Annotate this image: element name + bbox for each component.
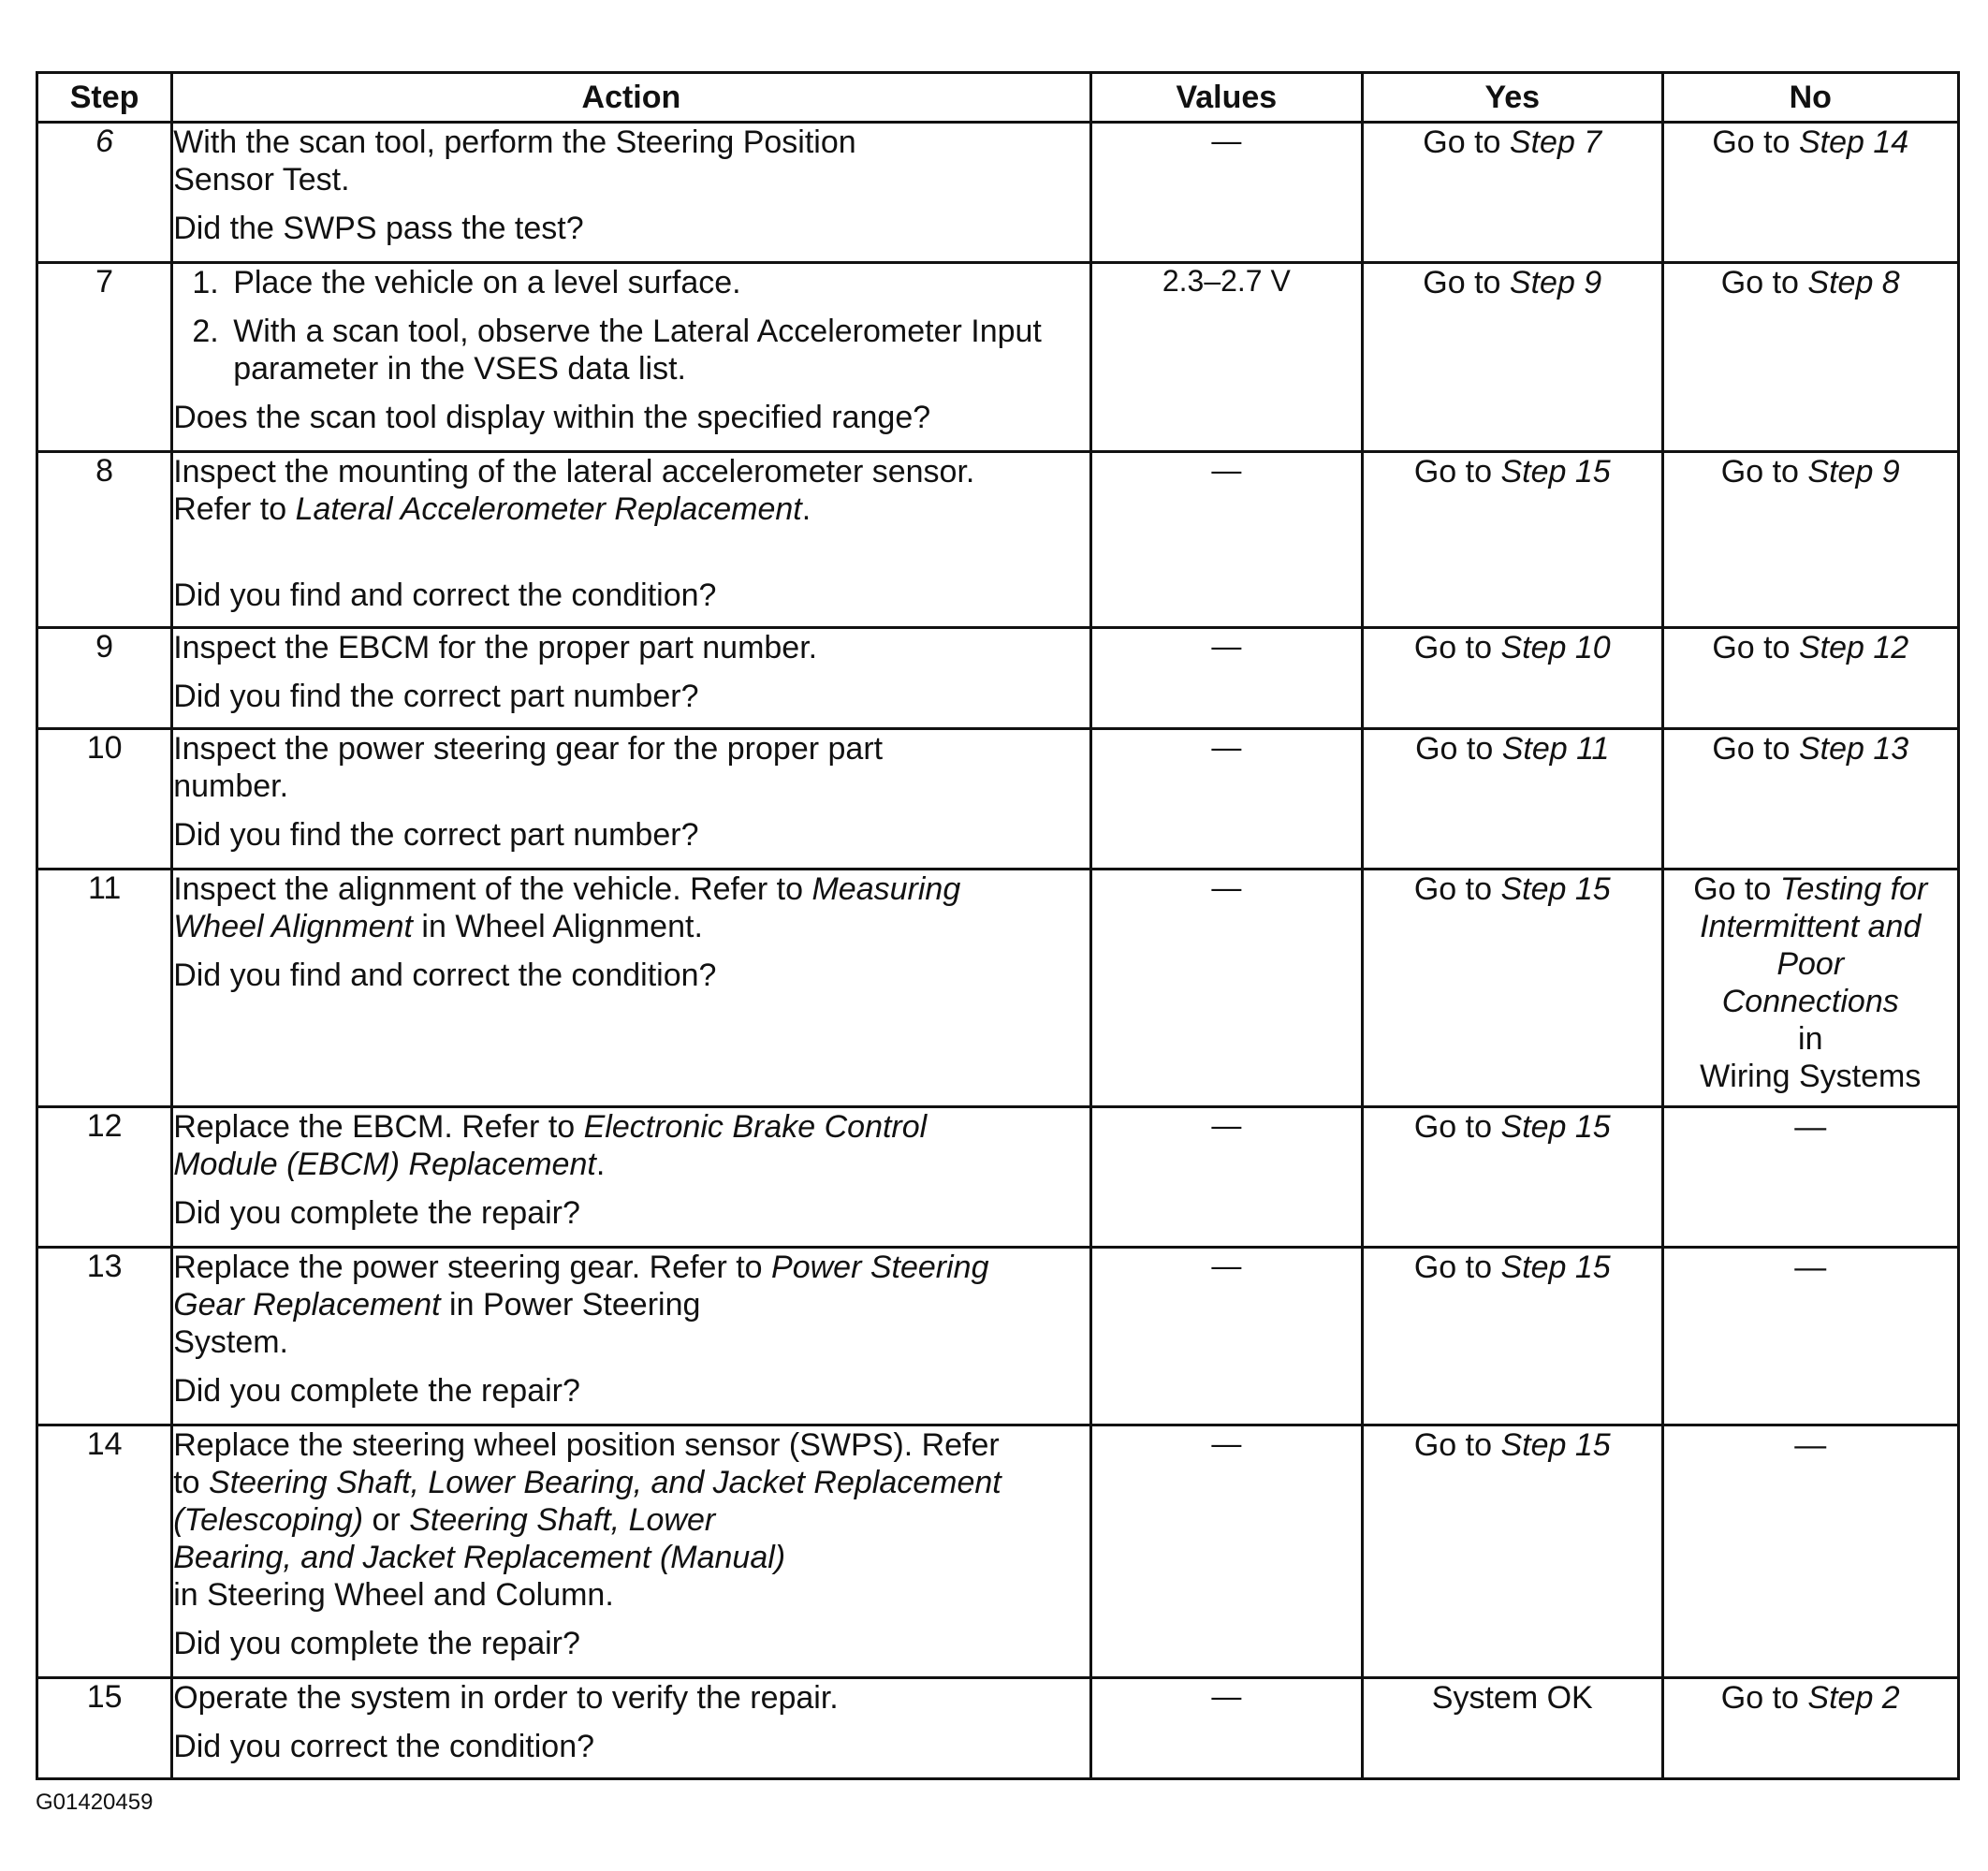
header-values: Values — [1090, 73, 1362, 123]
action-cell — [172, 1425, 1090, 1678]
go-to-text: Go to — [1423, 124, 1501, 160]
go-to-text: Go to — [1413, 630, 1493, 665]
yes-cell — [1363, 123, 1662, 263]
action-text: Wheel Alignment in Wheel Alignment. — [173, 909, 703, 944]
no-cell: — — [1662, 1425, 1959, 1678]
reference-link[interactable]: Lateral Accelerometer Replacement — [295, 491, 802, 527]
value-cell: — — [1090, 729, 1362, 870]
step-link[interactable]: Step 15 — [1500, 1109, 1611, 1145]
step-number: 14 — [37, 1425, 172, 1678]
no-cell — [1662, 123, 1959, 263]
step-number: 11 — [37, 870, 172, 1107]
action-question: Did you complete the repair? — [173, 1195, 580, 1231]
action-text: Operate the system in order to verify the repair. — [173, 1680, 839, 1716]
system-name: Wiring Systems — [1700, 1059, 1922, 1094]
no-in-text: in — [1798, 1021, 1823, 1057]
action-cell — [172, 628, 1090, 729]
step-link[interactable]: Step 9 — [1807, 454, 1900, 490]
table-row — [37, 1678, 1959, 1779]
header-no: No — [1662, 73, 1959, 123]
action-text: Inspect the alignment of the vehicle. Refer to Measuring — [173, 871, 961, 907]
action-text: Inspect the mounting of the lateral accelerometer sensor. — [173, 454, 975, 490]
step-number: 10 — [37, 729, 172, 870]
action-text: to Steering Shaft, Lower Bearing, and Jacket Replacement — [173, 1465, 1001, 1500]
go-to-text: Go to — [1413, 454, 1493, 490]
value-cell: — — [1090, 1678, 1362, 1779]
action-text: Module (EBCM) Replacement. — [173, 1147, 606, 1182]
action-question: Did you complete the repair? — [173, 1626, 580, 1661]
header-row — [37, 73, 1959, 123]
step-number: 15 — [37, 1678, 172, 1779]
no-cell — [1662, 729, 1959, 870]
yes-cell — [1363, 870, 1662, 1107]
go-to-text: Go to — [1712, 630, 1791, 665]
yes-cell — [1363, 1425, 1662, 1678]
no-cell — [1662, 1678, 1959, 1779]
go-to-text: Go to — [1415, 731, 1494, 767]
action-cell — [172, 1107, 1090, 1248]
reference-link[interactable]: Power Steering — [771, 1250, 989, 1285]
action-cell — [172, 1248, 1090, 1425]
reference-link[interactable]: Steering Shaft, Lower — [409, 1502, 716, 1538]
yes-cell — [1363, 263, 1662, 452]
value-cell: — — [1090, 123, 1362, 263]
value-cell: — — [1090, 452, 1362, 628]
step-link[interactable]: Step 10 — [1500, 630, 1611, 665]
action-text: in Steering Wheel and Column. — [173, 1577, 614, 1613]
figure-id: G01420459 — [36, 1790, 153, 1815]
step-number: 6 — [37, 123, 172, 263]
step-link[interactable]: Step 15 — [1500, 871, 1611, 907]
action-cell — [172, 870, 1090, 1107]
step-link[interactable]: Step 12 — [1798, 630, 1909, 665]
action-text: Inspect the power steering gear for the proper part — [173, 731, 884, 767]
reference-link[interactable]: Electronic Brake Control — [583, 1109, 928, 1145]
value-cell: — — [1090, 1425, 1362, 1678]
action-text: Gear Replacement in Power Steering — [173, 1287, 701, 1323]
table-row — [37, 123, 1959, 263]
step-link[interactable]: Step 7 — [1509, 124, 1602, 160]
go-to-text: Go to — [1413, 1427, 1493, 1463]
step-link[interactable]: Step 15 — [1500, 1250, 1611, 1285]
table-row — [37, 729, 1959, 870]
action-cell — [172, 263, 1090, 452]
reference-link[interactable]: (Telescoping) — [173, 1502, 364, 1538]
step-link[interactable]: Step 11 — [1501, 731, 1610, 767]
yes-cell — [1363, 729, 1662, 870]
go-to-text: Go to — [1413, 871, 1493, 907]
yes-cell — [1363, 1248, 1662, 1425]
go-to-text: Go to — [1693, 871, 1772, 907]
step-link[interactable]: Step 9 — [1509, 265, 1602, 300]
reference-link[interactable]: Poor — [1776, 946, 1845, 982]
action-text: System. — [173, 1324, 289, 1360]
no-cell — [1662, 628, 1959, 729]
reference-link[interactable]: Measuring — [811, 871, 961, 907]
value-cell: — — [1090, 870, 1362, 1107]
go-to-text: Go to — [1720, 454, 1799, 490]
yes-cell: System OK — [1363, 1678, 1662, 1779]
step-link[interactable]: Step 8 — [1807, 265, 1900, 300]
step-number: 7 — [37, 263, 172, 452]
reference-link[interactable]: Testing for — [1779, 871, 1928, 907]
no-cell — [1662, 452, 1959, 628]
reference-link[interactable]: Connections — [1721, 984, 1899, 1019]
no-cell: — — [1662, 1248, 1959, 1425]
header-action: Action — [172, 73, 1090, 123]
yes-cell — [1363, 628, 1662, 729]
action-text: Replace the steering wheel position sensor (SWPS). Refer — [173, 1427, 1000, 1463]
header-step: Step — [37, 73, 172, 123]
go-to-text: Go to — [1720, 265, 1799, 300]
value-cell: — — [1090, 1107, 1362, 1248]
go-to-text: Go to — [1712, 731, 1791, 767]
action-cell — [172, 123, 1090, 263]
go-to-text: Go to — [1413, 1109, 1493, 1145]
action-question: Did you find and correct the condition? — [173, 577, 717, 613]
reference-link[interactable]: Steering Shaft, Lower Bearing, and Jacket Replacement — [209, 1465, 1001, 1500]
action-text: Sensor Test. — [173, 162, 350, 197]
action-question: Did you complete the repair? — [173, 1373, 580, 1409]
reference-link[interactable]: Intermittent and — [1700, 909, 1922, 944]
value-cell: — — [1090, 1248, 1362, 1425]
step-link[interactable]: Step 14 — [1798, 124, 1909, 160]
yes-cell — [1363, 1107, 1662, 1248]
action-text: (Telescoping) or Steering Shaft, Lower — [173, 1502, 716, 1538]
header-yes: Yes — [1363, 73, 1662, 123]
table-row — [37, 1107, 1959, 1248]
step-link[interactable]: Step 13 — [1798, 731, 1909, 767]
action-question: Does the scan tool display within the specified range? — [173, 400, 931, 435]
go-to-text: Go to — [1423, 265, 1501, 300]
list-item: 2. With a scan tool, observe the Lateral Accelerometer Input parameter in the VSES data list. — [227, 313, 1089, 387]
action-text: number. — [173, 768, 289, 804]
step-number: 9 — [37, 628, 172, 729]
action-text: With the scan tool, perform the Steering Position — [173, 124, 856, 160]
action-cell — [172, 1678, 1090, 1779]
no-cell — [1662, 870, 1959, 1107]
step-link[interactable]: Step 2 — [1807, 1680, 1900, 1716]
action-text: Inspect the EBCM for the proper part number. — [173, 630, 818, 665]
reference-link[interactable]: Wheel Alignment — [173, 909, 413, 944]
table-row — [37, 870, 1959, 1107]
step-number: 8 — [37, 452, 172, 628]
action-question: Did you find the correct part number? — [173, 679, 699, 714]
table-row — [37, 452, 1959, 628]
diagnostic-table — [36, 71, 1960, 1780]
action-question: Did the SWPS pass the test? — [173, 211, 584, 246]
action-text: Refer to Lateral Accelerometer Replacement. — [173, 491, 811, 527]
table-row — [37, 628, 1959, 729]
table-row — [37, 263, 1959, 452]
action-question: Did you find and correct the condition? — [173, 957, 717, 993]
step-number: 13 — [37, 1248, 172, 1425]
action-cell — [172, 729, 1090, 870]
go-to-text: Go to — [1720, 1680, 1799, 1716]
list-item: 1. Place the vehicle on a level surface. — [227, 264, 1089, 301]
reference-link[interactable]: Bearing, and Jacket Replacement (Manual) — [173, 1540, 786, 1575]
step-link[interactable]: Step 15 — [1500, 1427, 1611, 1463]
go-to-text: Go to — [1413, 1250, 1493, 1285]
action-question: Did you correct the condition? — [173, 1729, 595, 1764]
action-text: Replace the power steering gear. Refer to Power Steering — [173, 1250, 989, 1285]
action-question: Did you find the correct part number? — [173, 817, 699, 853]
step-number: 12 — [37, 1107, 172, 1248]
value-cell: 2.3–2.7 V — [1090, 263, 1362, 452]
table-row — [37, 1248, 1959, 1425]
action-text: Replace the EBCM. Refer to Electronic Brake Control — [173, 1109, 928, 1145]
step-link[interactable]: Step 15 — [1500, 454, 1611, 490]
reference-link[interactable]: Gear Replacement — [173, 1287, 441, 1323]
go-to-text: Go to — [1712, 124, 1791, 160]
table-row — [37, 1425, 1959, 1678]
yes-cell — [1363, 452, 1662, 628]
no-cell: — — [1662, 1107, 1959, 1248]
action-steps-list — [173, 264, 1089, 387]
reference-link[interactable]: Module (EBCM) Replacement — [173, 1147, 596, 1182]
value-cell: — — [1090, 628, 1362, 729]
action-cell — [172, 452, 1090, 628]
no-cell — [1662, 263, 1959, 452]
